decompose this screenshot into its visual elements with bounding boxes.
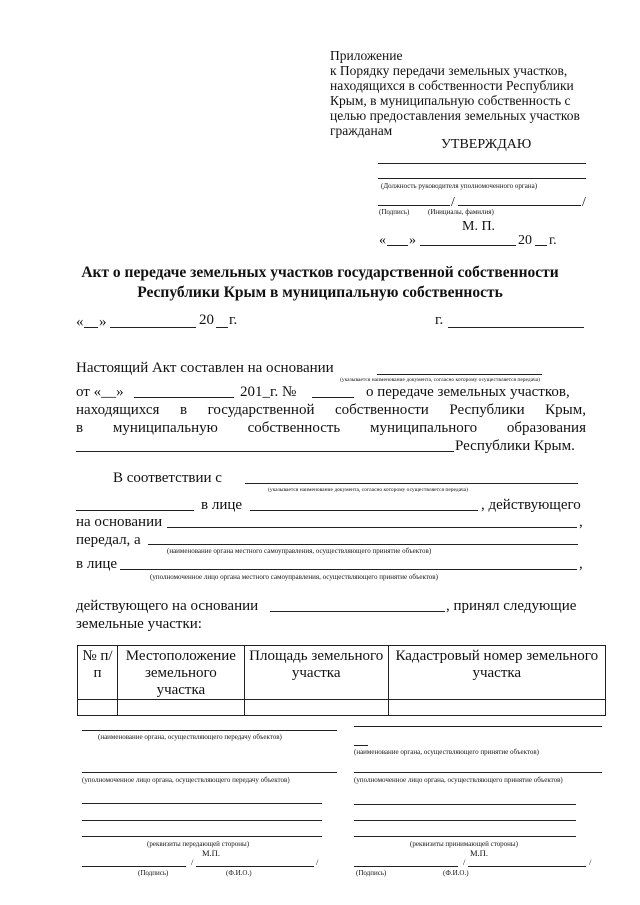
date-year-suffix: г. [229, 312, 238, 328]
left-stamp: М.П. [202, 848, 220, 858]
left-org-line[interactable] [82, 730, 337, 731]
approval-year: 20 [518, 233, 532, 248]
basis-caption: (указывается наименование документа, согласно которому осуществляется передача) [340, 377, 540, 383]
table-cell[interactable] [388, 700, 605, 716]
person-text: в лице [201, 497, 243, 513]
table-header-row [78, 646, 606, 700]
land-plots-table [77, 645, 606, 716]
receiving-person-line[interactable] [120, 569, 577, 570]
title-line-2: Республики Крым в муниципальную собственность [137, 284, 503, 301]
right-org-caption: (наименование органа, осуществляющего принятие объектов) [354, 748, 539, 756]
col-cadastral-header: Кадастровый номер земельного участка [388, 646, 605, 700]
accordance-document-line[interactable] [245, 483, 578, 484]
person-caption: (уполномоченное лицо органа местного самоуправления, осуществляющего принятие объектов) [150, 573, 438, 581]
basis-text: Настоящий Акт составлен на основании [76, 360, 334, 376]
right-org-line[interactable] [354, 726, 602, 727]
comma: , [579, 556, 583, 572]
word: государственной [207, 402, 315, 418]
approval-position-caption: (Должность руководителя уполномоченного органа) [381, 182, 538, 190]
right-requisites-line-2[interactable] [354, 820, 576, 821]
col-area-header: Площадь земельного участка [244, 646, 388, 700]
word: в [76, 420, 84, 436]
appendix-line: находящихся в собственности Республики [330, 78, 574, 93]
approval-position-line-2[interactable] [378, 178, 586, 179]
approval-day-line[interactable] [387, 245, 408, 246]
city-line[interactable] [448, 327, 584, 328]
appendix-line: целью предоставления земельных участков [330, 108, 580, 123]
approval-date-close: » [409, 233, 416, 248]
plots-text: земельные участки: [76, 616, 202, 632]
document-number-line[interactable] [312, 397, 354, 398]
comma: , [579, 514, 583, 530]
right-signature-line[interactable] [354, 866, 458, 867]
approval-initials-caption: (Инициалы, фамилия) [428, 208, 494, 216]
word: муниципальную [112, 420, 218, 436]
left-requisites-line-3[interactable] [82, 836, 322, 837]
approval-position-line[interactable] [378, 163, 586, 164]
word: Крым, [545, 402, 586, 418]
right-requisites-line-3[interactable] [354, 836, 576, 837]
gave-caption: (наименование органа местного самоуправления, осуществляющего принятие объектов) [167, 547, 432, 555]
approval-name-line[interactable] [458, 205, 581, 206]
approval-slash: / [451, 195, 455, 210]
word: собственность [247, 420, 341, 436]
transfer-text: о передаче земельных участков, [366, 384, 570, 400]
document-title [60, 263, 580, 303]
republic-text: Республики Крым. [455, 438, 575, 454]
word: в [179, 402, 188, 418]
party-name-line[interactable] [76, 510, 194, 511]
approval-signature-line[interactable] [378, 205, 450, 206]
right-requisites-caption: (реквизиты принимающей стороны) [410, 840, 518, 848]
table-cell[interactable] [244, 700, 388, 716]
accordance-caption: (указывается наименование документа, согласно которому осуществляется передача) [268, 487, 468, 493]
left-signature-caption: (Подпись) [138, 869, 169, 877]
approval-heading: УТВЕРЖДАЮ [441, 137, 532, 152]
word: собственности [335, 402, 429, 418]
left-requisites-line-2[interactable] [82, 820, 322, 821]
col-location-header: Местоположение земельного участка [117, 646, 244, 700]
right-stamp: М.П. [470, 848, 488, 858]
right-slash-end: / [589, 857, 592, 867]
approval-month-line[interactable] [420, 245, 516, 246]
date-month-line[interactable] [110, 327, 196, 328]
left-org-caption: (наименование органа, осуществляющего передачу объектов) [98, 733, 282, 741]
right-requisites-line-1[interactable] [354, 804, 576, 805]
table-cell[interactable] [78, 700, 118, 716]
left-name-caption: (Ф.И.О.) [226, 869, 252, 877]
accepted-suffix: , принял следующие [446, 598, 577, 614]
left-person-caption: (уполномоченное лицо органа, осуществляющего передачу объектов) [82, 776, 290, 784]
left-person-line[interactable] [82, 772, 337, 773]
approval-date-open: « [379, 233, 386, 248]
approval-slash-end: / [582, 195, 586, 210]
left-slash-end: / [316, 857, 319, 867]
gave-text: передал, а [76, 532, 141, 548]
approval-signature-caption: (Подпись) [379, 208, 410, 216]
title-line-1: Акт о передаче земельных участков государственной собственности [81, 264, 559, 281]
right-org-line-short[interactable] [354, 745, 368, 746]
accordance-text: В соответствии с [113, 470, 222, 486]
from-date-line[interactable] [134, 397, 234, 398]
approval-stamp: М. П. [462, 219, 496, 234]
table-cell[interactable] [117, 700, 244, 716]
right-name-line[interactable] [468, 866, 586, 867]
municipality-name-line[interactable] [76, 451, 454, 452]
basis-document-line[interactable] [377, 374, 542, 375]
appendix-line: Приложение [330, 48, 403, 63]
word: муниципального [370, 420, 478, 436]
basis-short-text: на основании [76, 514, 163, 530]
right-name-caption: (Ф.И.О.) [443, 869, 469, 877]
from-text: от «__» [76, 384, 124, 400]
left-requisites-caption: (реквизиты передающей стороны) [147, 840, 250, 848]
state-line [76, 402, 586, 419]
appendix-line: Крым, в муниципальную собственность с [330, 93, 571, 108]
left-slash: / [191, 857, 194, 867]
right-slash: / [463, 857, 466, 867]
right-signature-caption: (Подпись) [356, 869, 387, 877]
date-year-line[interactable] [216, 327, 228, 328]
date-year: 20 [199, 312, 214, 328]
word: образования [506, 420, 586, 436]
word: находящихся [76, 402, 160, 418]
approval-year-suffix: г. [549, 233, 557, 248]
acting-text: , действующего [481, 497, 581, 513]
col-number-header: № п/п [78, 646, 118, 700]
appendix-line: к Порядку передачи земельных участков, [330, 63, 568, 78]
person-name-line[interactable] [250, 510, 478, 511]
basis-short-line[interactable] [167, 527, 577, 528]
word: Республики [449, 402, 525, 418]
appendix-block [330, 48, 590, 138]
right-person-caption: (уполномоченное лицо органа, осуществляющего принятие объектов) [354, 776, 563, 784]
person-text-2: в лице [76, 556, 118, 572]
year-number-text: 201_г. № [240, 384, 297, 400]
receiving-org-line[interactable] [148, 544, 578, 545]
date-close: » [99, 314, 107, 330]
left-name-line[interactable] [196, 866, 314, 867]
municipal-line [76, 420, 586, 437]
appendix-line: гражданам [330, 123, 393, 138]
approval-year-line[interactable] [535, 245, 547, 246]
accepted-basis-line[interactable] [270, 611, 445, 612]
accepted-prefix: действующего на основании [76, 598, 259, 614]
table-row [78, 700, 606, 716]
date-day-line[interactable] [84, 327, 98, 328]
date-open: « [76, 314, 84, 330]
city-prefix: г. [435, 312, 444, 328]
left-signature-line[interactable] [82, 866, 186, 867]
right-person-line[interactable] [354, 772, 602, 773]
left-requisites-line-1[interactable] [82, 803, 322, 804]
